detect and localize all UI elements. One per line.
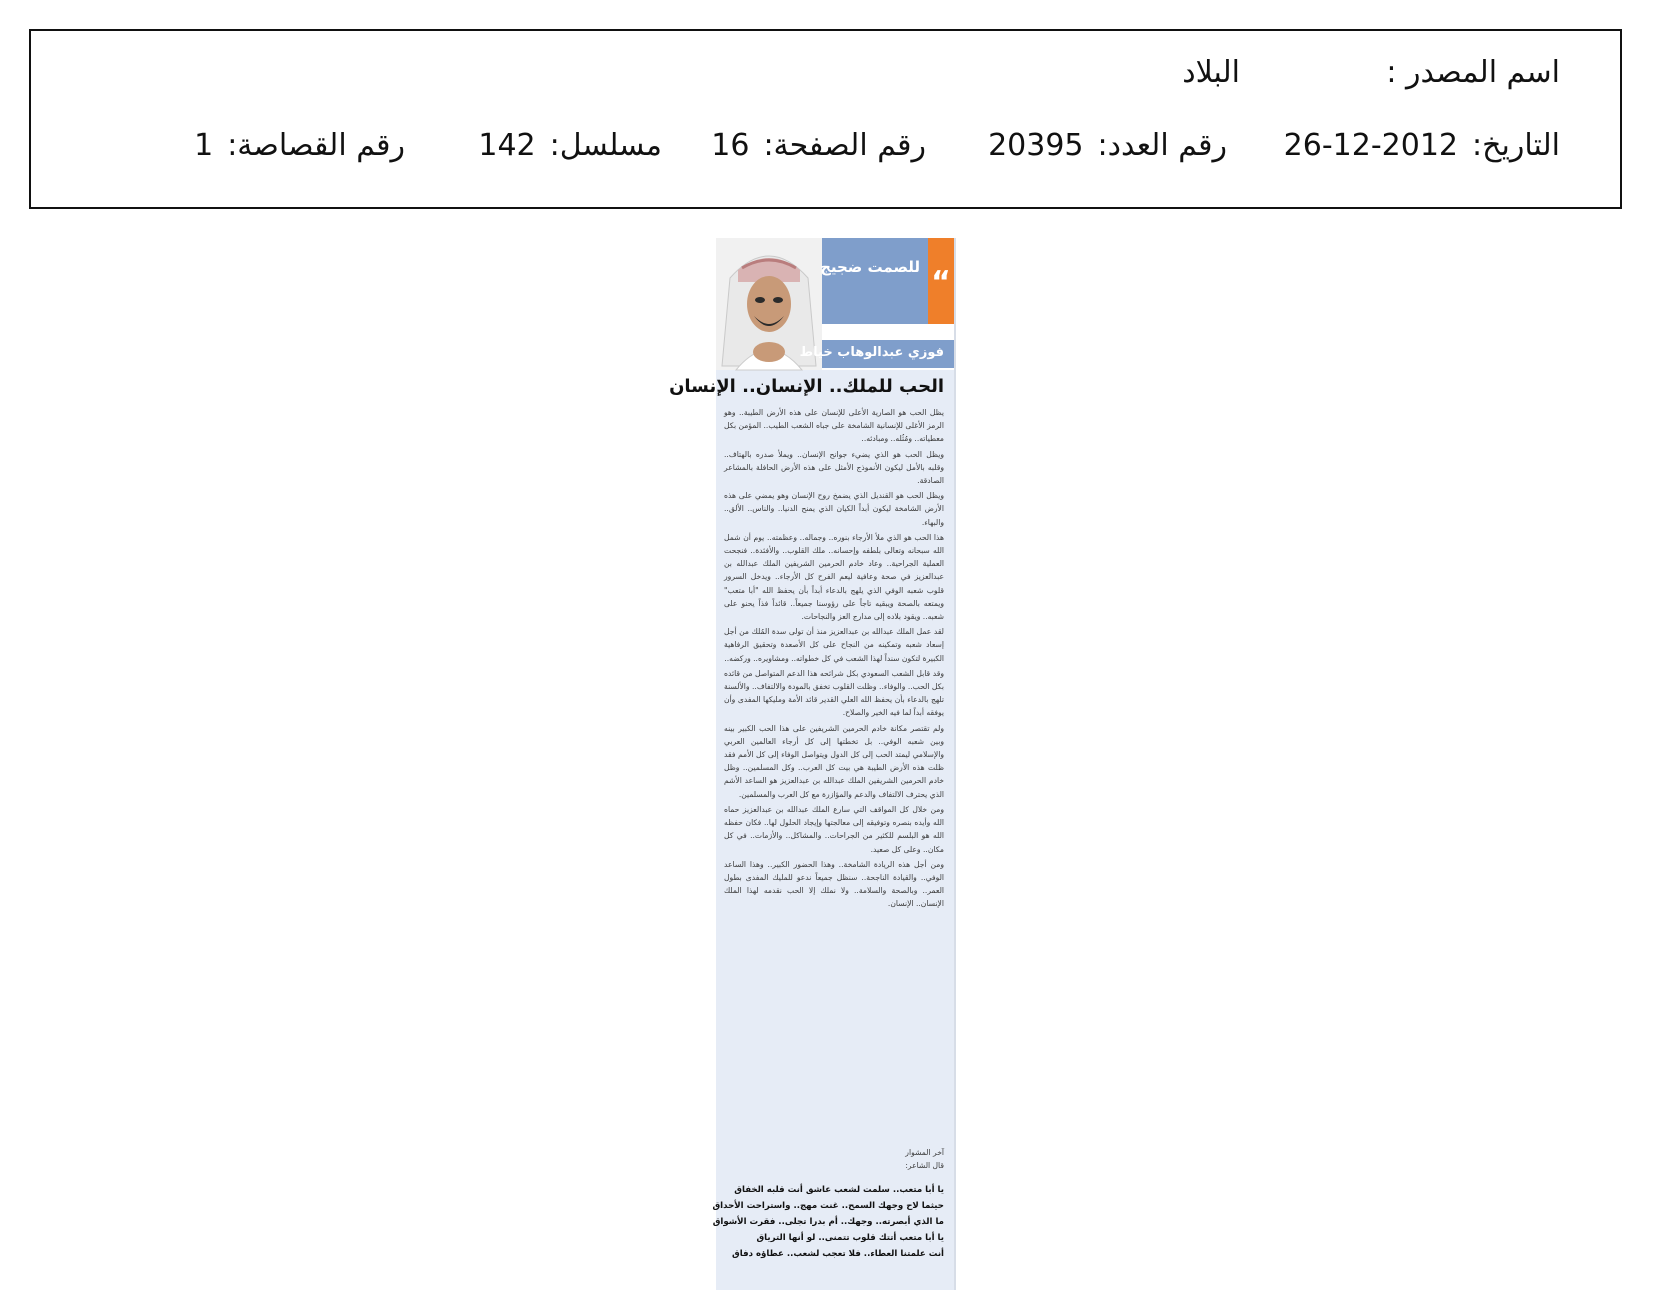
poem-verse: حيثما لاح وجهك السمح.. غنت مهج.. واستراحت الأحداق — [712, 1201, 944, 1211]
issue-value: 20395 — [988, 128, 1084, 163]
article-paragraph: ومن خلال كل المواقف التي سارع الملك عبدالله بن عبدالعزيز حماه الله وأيده بنصره وتوفيقه إلى معالجتها وإيجاد الحلول لها.. فكان حفظه الله هو البلسم للكثير من الجراحات.. والمشاكل.. والأزمات.. في كل مكان.. وعلى كل صعيد. — [724, 804, 944, 854]
details-row — [91, 126, 1560, 166]
article-paragraph: ومن أجل هذه الريادة الشامخة.. وهذا الحضور الكبير.. وهذا الساعد الوفي.. والقيادة الناجحة.. سنظل جميعاً ندعو للمليك المفدى بطول العمر.. وبالصحة والسلامة.. ولا نملك إلا الحب نقدمه لهذا الملك الإنسان.. الإنسان. — [724, 859, 944, 909]
article-body — [724, 406, 944, 913]
clip-label: رقم القصاصة: — [227, 128, 405, 163]
poem — [712, 1182, 944, 1262]
poem-verse: يا أبا متعب أتتك قلوب تتمنى.. لو أنها الترياق — [756, 1233, 944, 1243]
article-paragraph: ولم تقتصر مكانة خادم الحرمين الشريفين على هذا الحب الكبير بينه وبين شعبه الوفي.. بل تخطتها إلى كل أرجاء العالمين العربي والإسلامي ليمتد الحب إلى كل الدول ويتواصل الوفاء إلى كل الأمم فقد ظلت هذه الأرض الطيبة هي بيت كل العرب.. وكل المسلمين.. وظل خادم الحرمين الشريفين الملك عبدالله بن عبدالعزيز هو الساعد الأشم الذي يحترف الالتفاف والدعم والمؤازرة مع كل العرب والمسلمين. — [724, 723, 944, 799]
article-paragraph: لقد عمل الملك عبدالله بن عبدالعزيز منذ أن تولى سدة المُلك من أجل إسعاد شعبه وتمكينه من النجاح على كل الأصعدة وتحقيق الرفاهية الكبيرة لتكون سنداً لهذا الشعب في كل خطواته.. ومشاويره.. وركضه.. — [724, 627, 944, 663]
poem-verse: يا أبا متعب.. سلمت لشعب عاشق أنت قلبه الخفاق — [734, 1185, 944, 1195]
source-metadata-box — [29, 29, 1622, 209]
date-field — [1284, 126, 1560, 166]
serial-label: مسلسل: — [549, 128, 662, 163]
quote-mark-icon: “ — [928, 238, 954, 324]
column-title-box — [822, 238, 928, 324]
issue-field — [988, 126, 1227, 166]
poem-verse: أنت علمتنا العطاء.. فلا تعجب لشعب.. عطاؤه دفاق — [732, 1249, 944, 1259]
date-label: التاريخ: — [1472, 128, 1560, 163]
page-label: رقم الصفحة: — [763, 128, 926, 163]
column-header — [716, 238, 954, 370]
article-paragraph: ويظل الحب هو القنديل الذي يضمخ روح الإنسان وهو يمضي على هذه الأرض الشامخة ليكون أبداً الكيان الذي يمنح الدنيا.. والناس.. الألق.. والبهاء. — [724, 491, 944, 527]
clip-field — [194, 126, 405, 166]
poet-intro: قال الشاعر: — [905, 1161, 944, 1171]
clip-value: 1 — [194, 128, 214, 163]
newspaper-clipping — [669, 238, 954, 1290]
date-value: 26-12-2012 — [1283, 128, 1459, 163]
source-value-wrap — [1182, 53, 1240, 93]
closing-section — [724, 1146, 944, 1172]
page-value: 16 — [711, 128, 750, 163]
article-paragraph: وقد قابل الشعب السعودي بكل شرائحه هذا الدعم المتواصل من قائده بكل الحب.. والوفاء.. وظلت القلوب تخفق بالمودة والالتفاف.. والألسنة تلهج بالدعاء بأن يحفظ الله العلي القدير قائد الأمة ومليكها المفدى وأن يوفقه أبداً لما فيه الخير والصلاح. — [724, 668, 944, 718]
article-paragraph: ويظل الحب هو الذي يضيء جوانح الإنسان.. ويملأ صدره بالهتاف.. وقلبه بالأمل ليكون الأنموذج الأمثل على هذه الأرض الحافلة بالمشاعر الصادقة. — [724, 449, 944, 486]
source-name — [1372, 53, 1560, 93]
article-paragraph: يظل الحب هو الصارية الأعلى للإنسان على هذه الأرض الطيبة.. وهو الرمز الأغلى للإنسانية الشامخة على جباه الشعب الطيب.. المؤمن بكل معطياته.. ومُثُله.. ومبادئه.. — [724, 408, 944, 444]
column-title: للصمت ضجيج — [820, 258, 920, 276]
source-value: البلاد — [1182, 55, 1240, 90]
article-paragraph: هذا الحب هو الذي ملأ الأرجاء بنوره.. وجماله.. وعظمته.. يوم أن شمل الله سبحانه وتعالى بلطفه وإحسانه.. ملك القلوب.. والأفئدة.. فنجحت العملية الجراحية.. وعاد خادم الحرمين الشريفين الملك عبدالله بن عبدالعزيز في صحة وعافية ليعم الفرح كل الأرجاء.. ويدخل السرور قلوب شعبه الوفي الذي يلهج بالدعاء أبداً بأن يحفظ الله "أبا متعب" ويمتعه بالصحة ويبقيه تاجاً على رؤوسنا جميعاً.. قائداً فذاً يحنو على شعبه.. ويقود بلاده إلى مدارج العز والنجاحات. — [724, 532, 944, 622]
author-name: فوزي عبدالوهاب خياط — [799, 345, 944, 360]
issue-label: رقم العدد: — [1097, 128, 1227, 163]
page-field — [711, 126, 926, 166]
poem-verse: ما الذي أبصرته.. وجهك.. أم بدرا تجلى.. فقرت الأشواق — [712, 1217, 944, 1227]
author-bar — [799, 340, 954, 368]
serial-field — [478, 126, 662, 166]
source-label: اسم المصدر : — [1386, 55, 1560, 90]
source-row — [91, 53, 1560, 93]
serial-value: 142 — [478, 128, 536, 163]
article-headline: الحب للملك.. الإنسان.. الإنسان — [669, 376, 944, 397]
closing-heading: آخر المشوار — [905, 1148, 944, 1157]
